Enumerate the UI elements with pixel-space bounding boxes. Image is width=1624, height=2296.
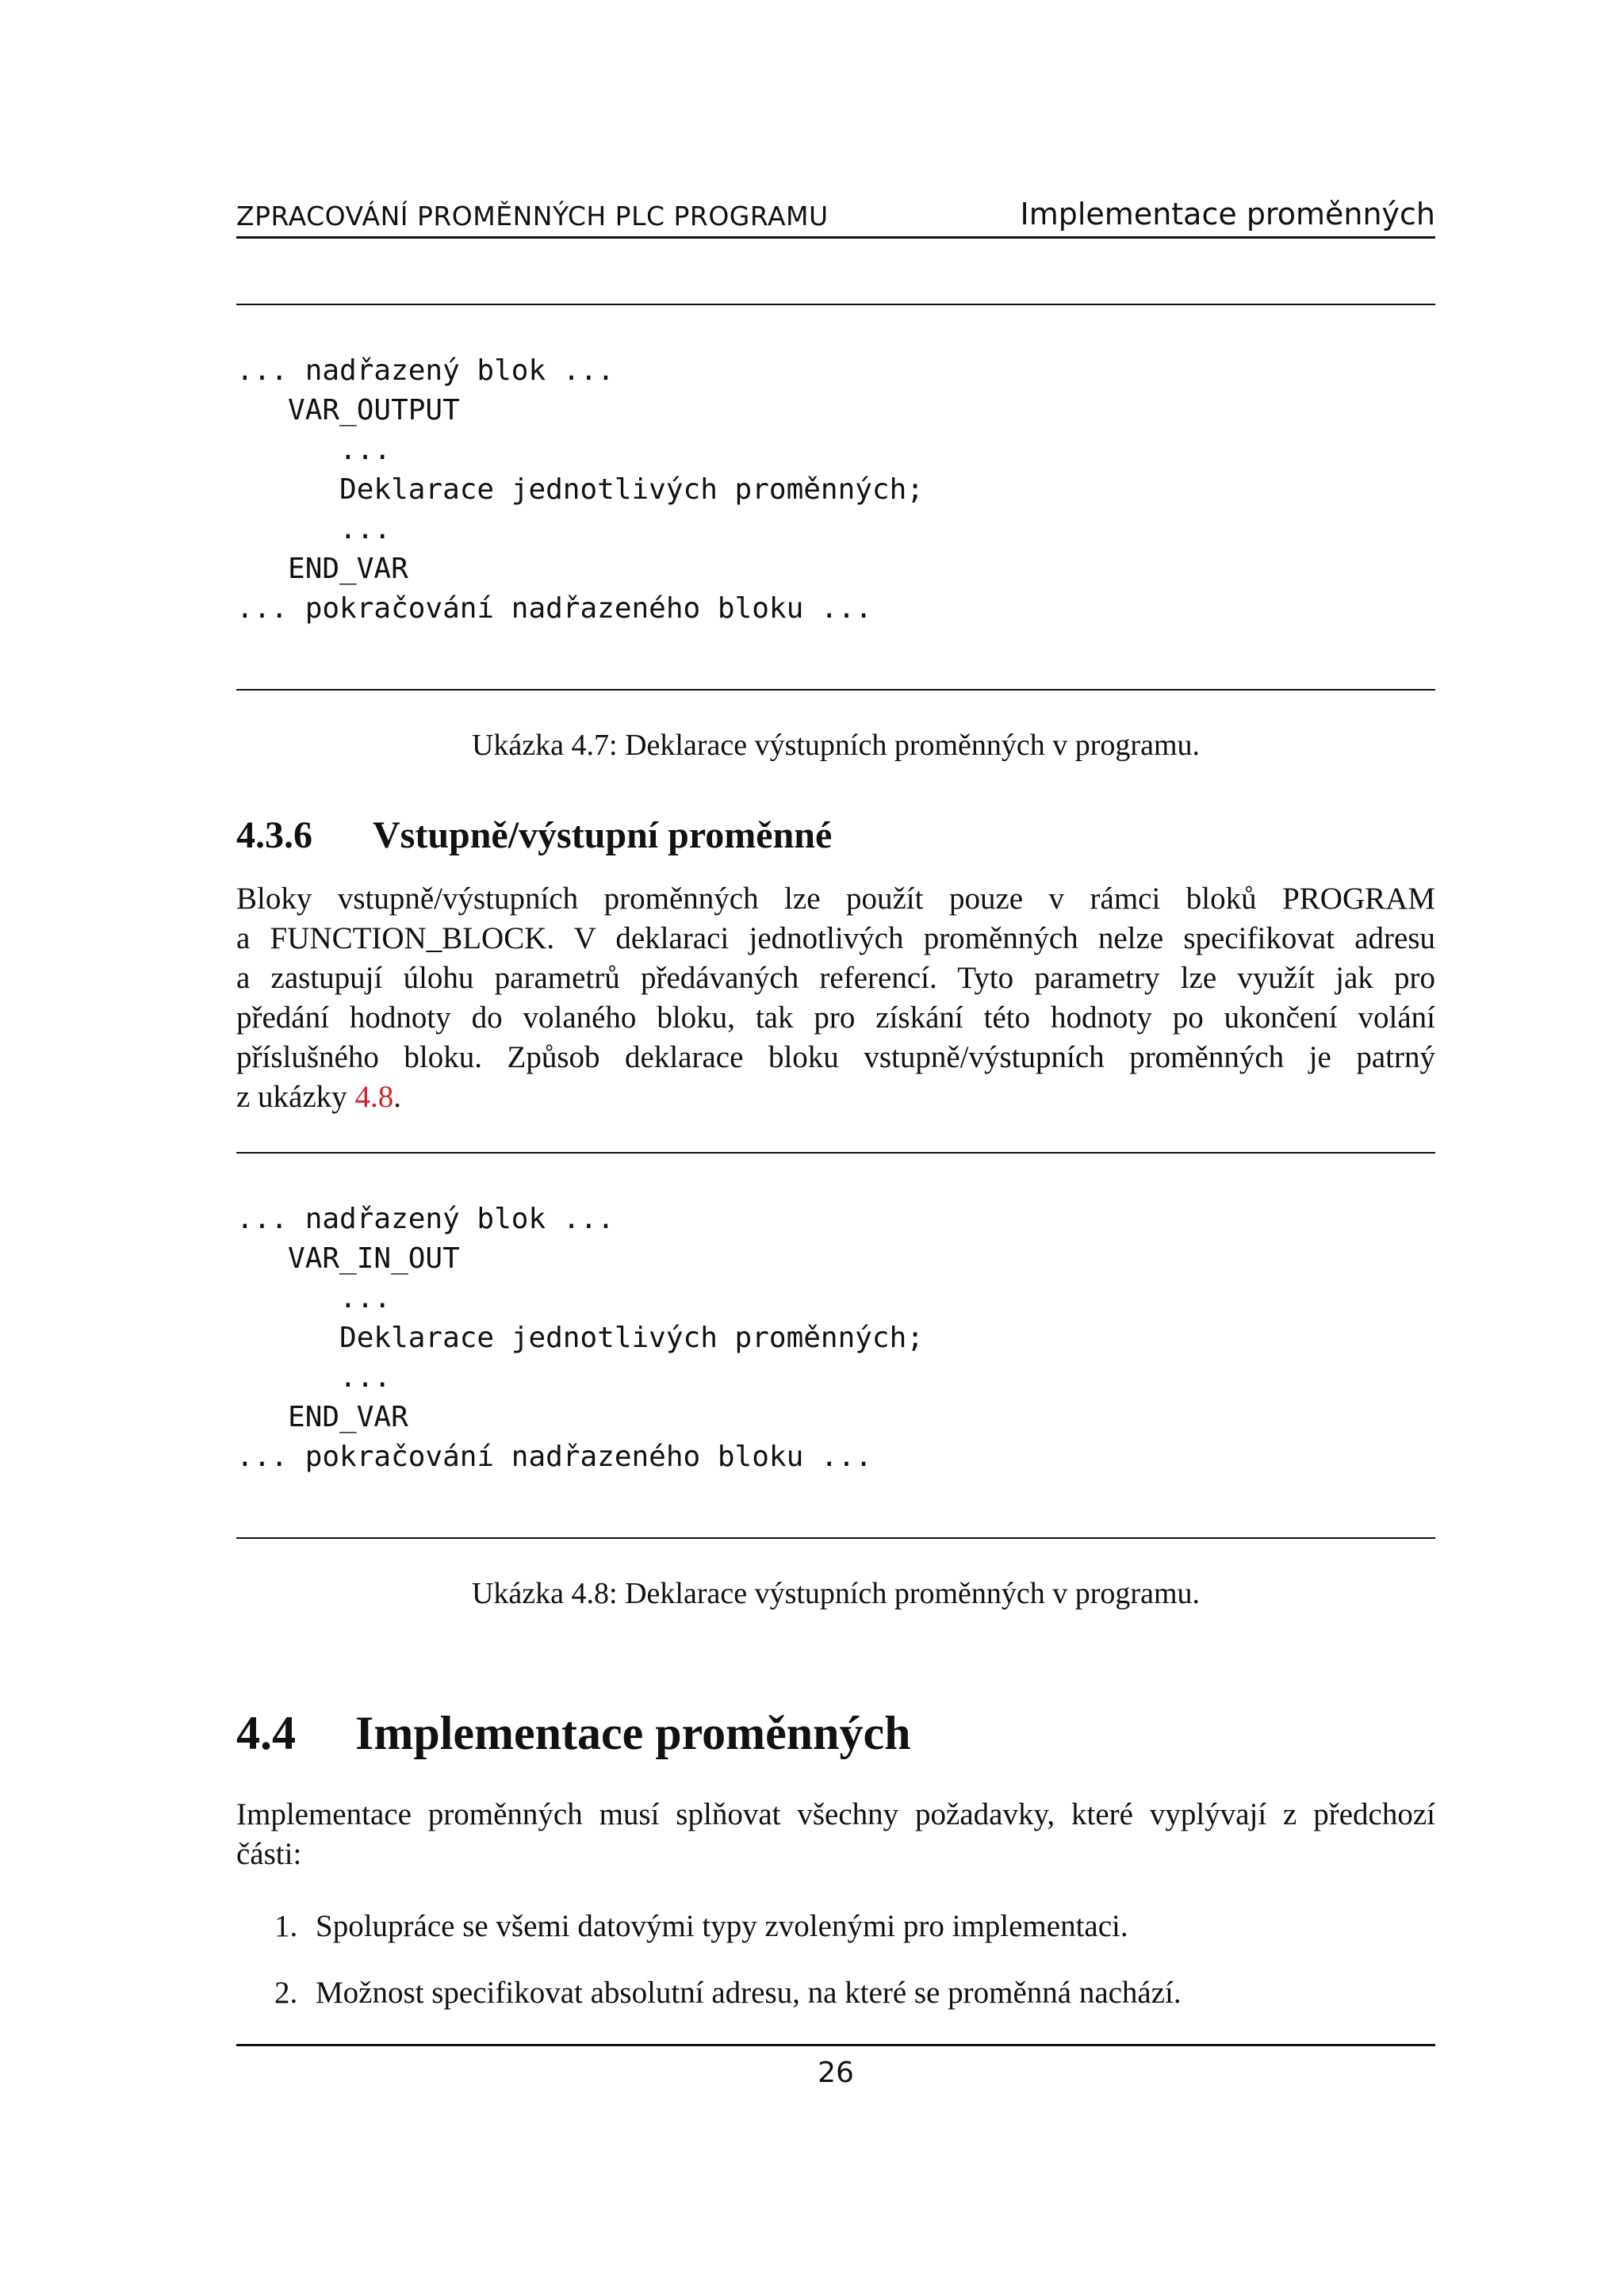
listing-bottom-rule: [236, 689, 1435, 691]
paragraph-line: příslušného bloku. Způsob deklarace bloku vstupně/výstupních proměnných je patrný: [236, 1040, 1435, 1074]
paragraph-text: .: [393, 1080, 401, 1114]
section-number: 4.4: [236, 1707, 296, 1759]
subsection-heading: [236, 813, 832, 857]
list-item-text: Možnost specifikovat absolutní adresu, na které se proměnná nachází.: [316, 1976, 1182, 2010]
section-paragraph: [236, 1795, 1435, 1874]
paragraph-line: předání hodnoty do volaného bloku, tak pro získání této hodnoty po ukončení volání: [236, 1001, 1435, 1035]
paragraph-line: části:: [236, 1837, 302, 1871]
listing-reference-link[interactable]: 4.8: [354, 1080, 394, 1114]
subsection-paragraph: [236, 879, 1435, 1117]
section-heading: [236, 1706, 911, 1761]
paragraph-line: [236, 1077, 1435, 1117]
subsection-number: 4.3.6: [236, 814, 312, 856]
document-page: [236, 0, 1435, 2296]
header-chapter-title: ZPRACOVÁNÍ PROMĚNNÝCH PLC PROGRAMU: [236, 201, 829, 232]
listing-top-rule: [236, 304, 1435, 305]
list-item: [274, 1908, 1128, 1944]
list-item-text: Spolupráce se všemi datovými typy zvolenými pro implementaci.: [316, 1909, 1128, 1943]
listing-caption-4-8: Ukázka 4.8: Deklarace výstupních proměnných v programu.: [471, 1577, 1201, 1610]
page-number: 26: [818, 2057, 854, 2089]
list-item: [274, 1975, 1182, 2011]
header-section-title: Implementace proměnných: [1020, 197, 1435, 232]
paragraph-line: a zastupují úlohu parametrů předávaných referencí. Tyto parametry lze využít jak pro: [236, 961, 1435, 995]
code-listing-4-7: ... nadřazený blok ... VAR_OUTPUT ... Deklarace jednotlivých proměnných; ... END_VAR ... pokračování nadřazeného bloku ...: [236, 354, 924, 625]
footer-rule: [236, 2044, 1435, 2046]
paragraph-line: Bloky vstupně/výstupních proměnných lze použít pouze v rámci bloků PROGRAM: [236, 882, 1435, 916]
running-header: [236, 193, 1435, 239]
list-marker: 1.: [274, 1909, 298, 1943]
listing-caption-4-7: Ukázka 4.7: Deklarace výstupních proměnných v programu.: [471, 729, 1201, 762]
section-title: Implementace proměnných: [355, 1707, 911, 1759]
listing-top-rule: [236, 1152, 1435, 1154]
paragraph-line: a FUNCTION_BLOCK. V deklaraci jednotlivých proměnných nelze specifikovat adresu: [236, 921, 1435, 955]
code-listing-4-8: ... nadřazený blok ... VAR_IN_OUT ... Deklarace jednotlivých proměnných; ... END_VAR ... pokračování nadřazeného bloku ...: [236, 1203, 924, 1473]
list-marker: 2.: [274, 1976, 298, 2010]
subsection-title: Vstupně/výstupní proměnné: [373, 814, 833, 856]
listing-bottom-rule: [236, 1537, 1435, 1539]
paragraph-text: z ukázky: [236, 1080, 355, 1114]
paragraph-line: Implementace proměnných musí splňovat všechny požadavky, které vyplývají z předchozí: [236, 1797, 1435, 1831]
